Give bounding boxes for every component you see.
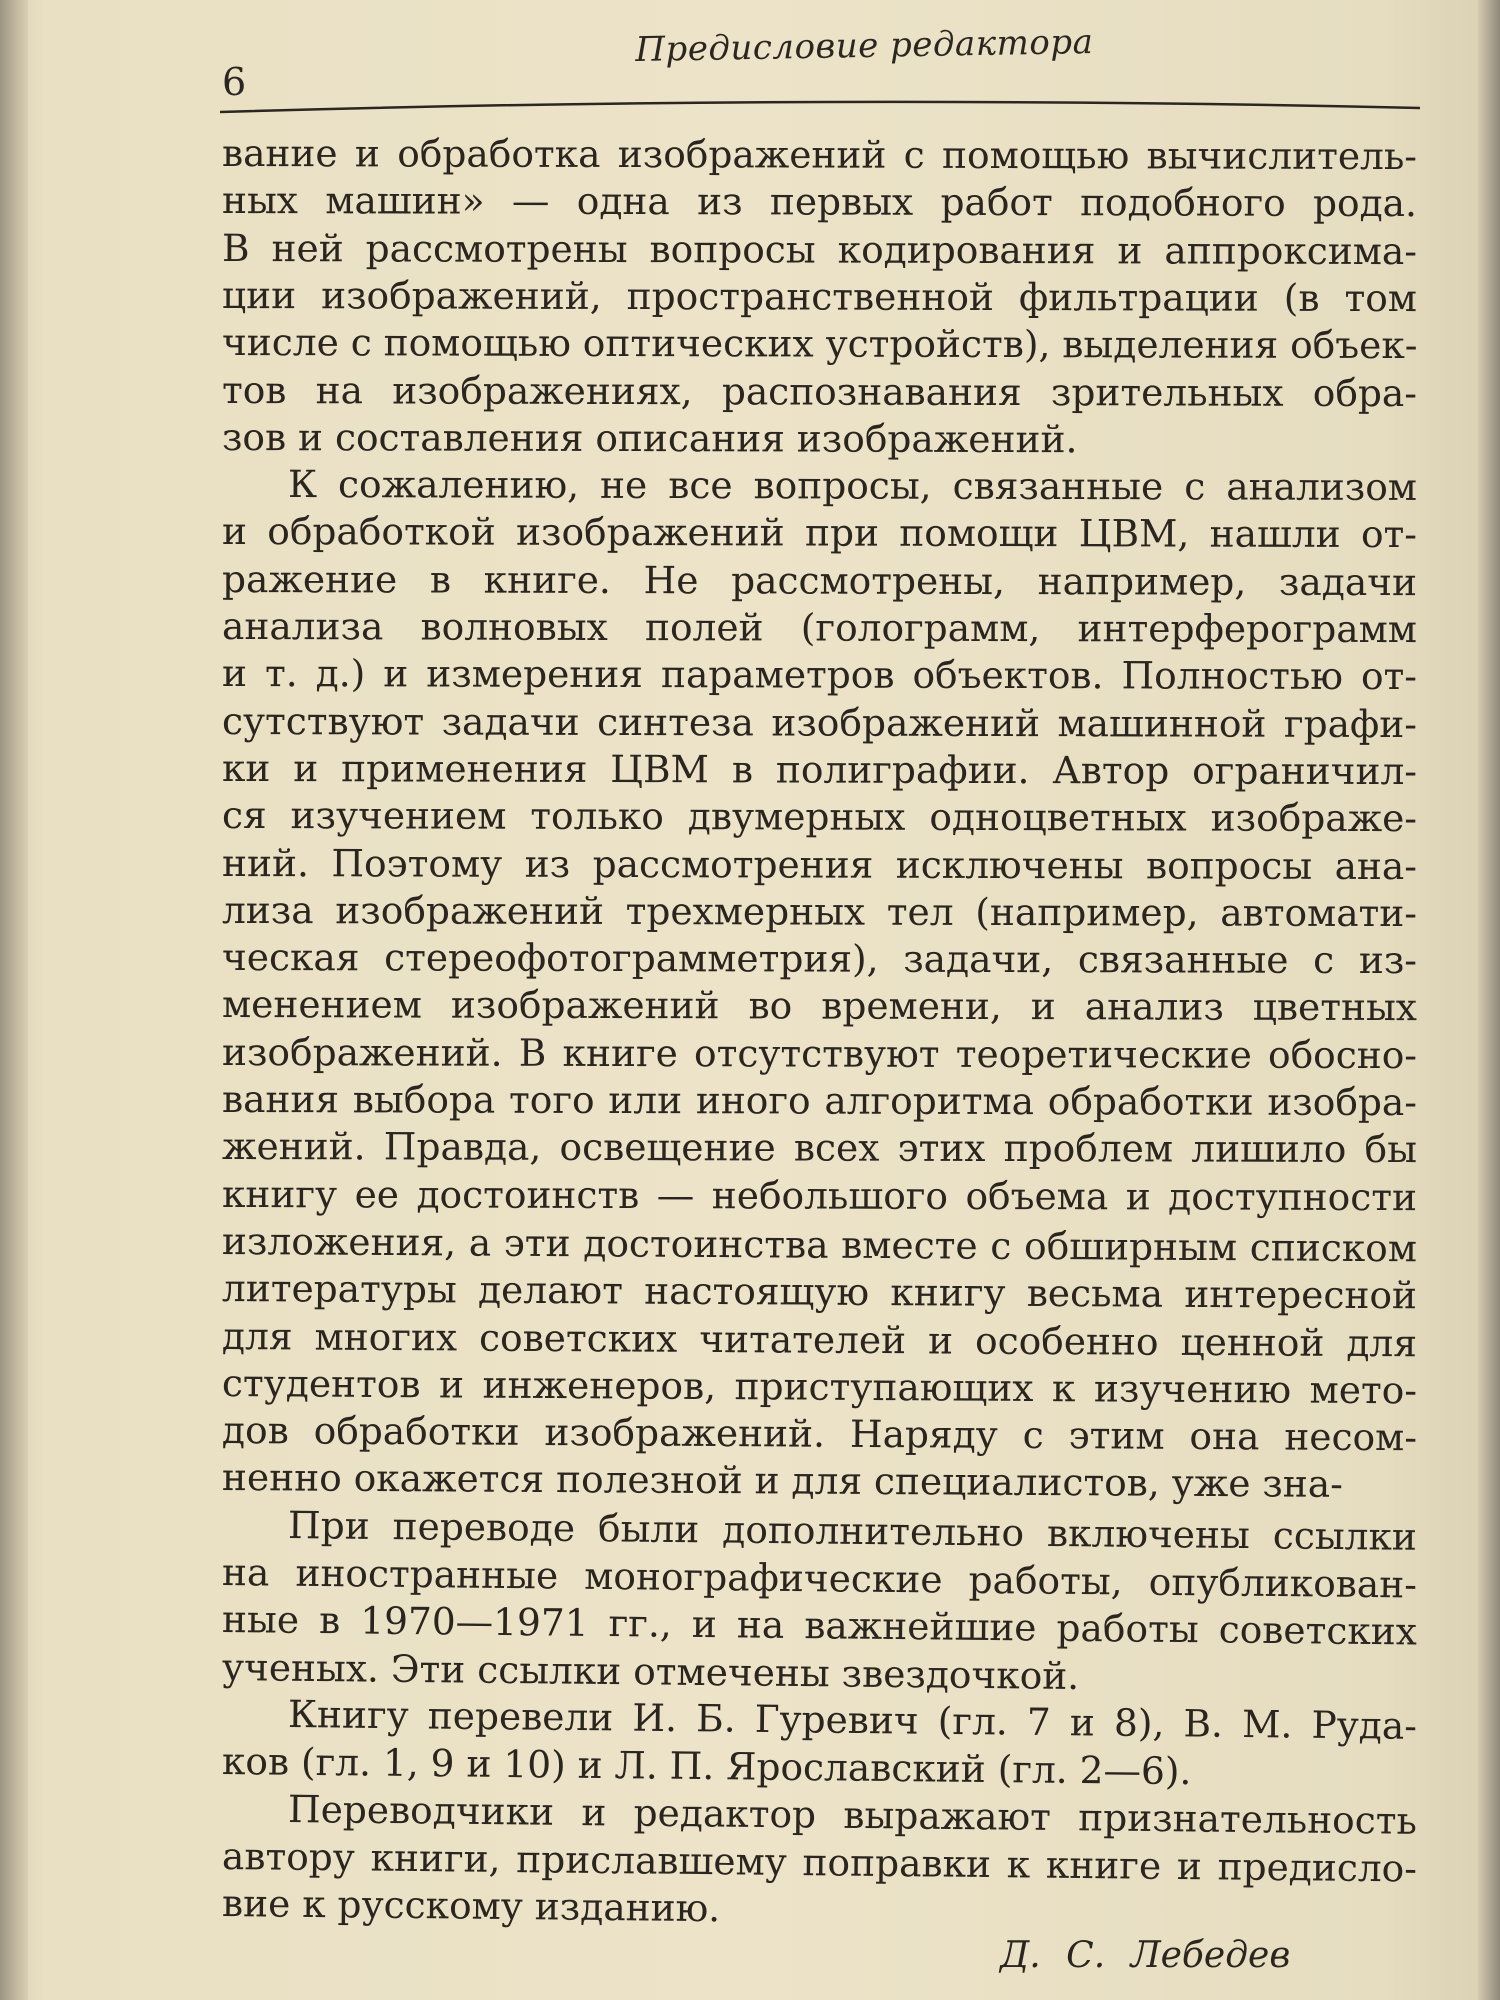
page-right-edge <box>1478 0 1500 2000</box>
text-line: для многих советских читателей и особенно ценной для <box>221 1313 1418 1365</box>
text-line: и обработкой изображений при помощи ЦВМ, нашли от- <box>221 509 1418 557</box>
text-line: ний. Поэтому из рассмотрения исключены вопросы ана- <box>221 840 1418 888</box>
text-line: менением изображений во времени, и анализ цветных <box>221 982 1418 1030</box>
text-line: ся изучением только двумерных одноцветных изображе- <box>221 793 1418 841</box>
text-line: числе с помощью оптических устройств), выделения объек- <box>221 320 1418 368</box>
text-line: и т. д.) и измерения параметров объектов. Полностью от- <box>221 651 1418 699</box>
text-line: ческая стереофотограмметрия), задачи, связанные с из- <box>221 935 1418 983</box>
text-line: изображений. В книге отсутствуют теоретические обосно- <box>221 1029 1418 1077</box>
text-line: ции изображений, пространственной фильтрации (в том <box>221 272 1418 321</box>
text-line: ных машин» — одна из первых работ подобного рода. <box>221 178 1418 226</box>
text-line: изложения, а эти достоинства вместе с обширным списком <box>221 1218 1418 1271</box>
text-line: При переводе были дополнительно включены ссылки <box>287 1502 1418 1559</box>
text-line: лиза изображений трехмерных тел (например, автомати- <box>221 887 1418 935</box>
text-line: Книгу перевели И. Б. Гуревич (гл. 7 и 8), В. М. Руда- <box>287 1691 1418 1748</box>
body-text <box>222 128 1422 1968</box>
page-left-edge <box>0 0 28 2000</box>
text-line: автору книги, приславшему поправки к книге и предисло- <box>221 1833 1418 1891</box>
text-line: ков (гл. 1, 9 и 10) и Л. П. Ярославский (гл. 2—6). <box>221 1739 1192 1794</box>
text-line: ражение в книге. Не рассмотрены, например, задачи <box>221 556 1418 604</box>
text-line: ученых. Эти ссылки отмечены звездочкой. <box>221 1644 1080 1698</box>
text-line: сутствуют задачи синтеза изображений машинной графи- <box>221 698 1418 746</box>
page-header <box>220 22 1420 110</box>
text-line: К сожалению, не все вопросы, связанные с анализом <box>287 462 1418 510</box>
text-line: студентов и инженеров, приступающих к изучению мето- <box>221 1360 1418 1413</box>
text-line: вания выбора того или иного алгоритма обработки изобра- <box>221 1077 1418 1125</box>
header-rule <box>220 90 1420 114</box>
text-line: Переводчики и редактор выражают признательность <box>287 1786 1418 1843</box>
text-line: анализа волновых полей (голограмм, интерферограмм <box>221 604 1418 652</box>
signature: Д. С. Лебедев <box>1000 1935 1291 1976</box>
text-line: ные в 1970—1971 гг., и на важнейшие работы советских <box>221 1597 1418 1654</box>
text-line: ненно окажется полезной и для специалистов, уже зна- <box>221 1455 1344 1507</box>
page-number: 6 <box>222 60 247 104</box>
running-head: Предисловие редактора <box>635 22 1094 70</box>
text-line: ки и применения ЦВМ в полиграфии. Автор ограничил- <box>221 745 1418 794</box>
text-line: В ней рассмотрены вопросы кодирования и аппроксима- <box>221 225 1418 273</box>
text-line: тов на изображениях, распознавания зрительных обра- <box>221 367 1418 415</box>
text-line: на иностранные монографические работы, опубликован- <box>221 1550 1418 1607</box>
text-line: жений. Правда, освещение всех этих проблем лишило бы <box>221 1124 1418 1172</box>
text-line: зов и составления описания изображений. <box>221 414 1078 462</box>
text-line: дов обработки изображений. Наряду с этим она несом- <box>221 1408 1418 1460</box>
text-line: книгу ее достоинств — небольшого объема и доступности <box>221 1171 1418 1219</box>
text-line: вие к русскому изданию. <box>221 1881 721 1931</box>
text-line: вание и обработка изображений с помощью вычислитель- <box>221 131 1418 179</box>
text-line: литературы делают настоящую книгу весьма интересной <box>221 1266 1418 1318</box>
